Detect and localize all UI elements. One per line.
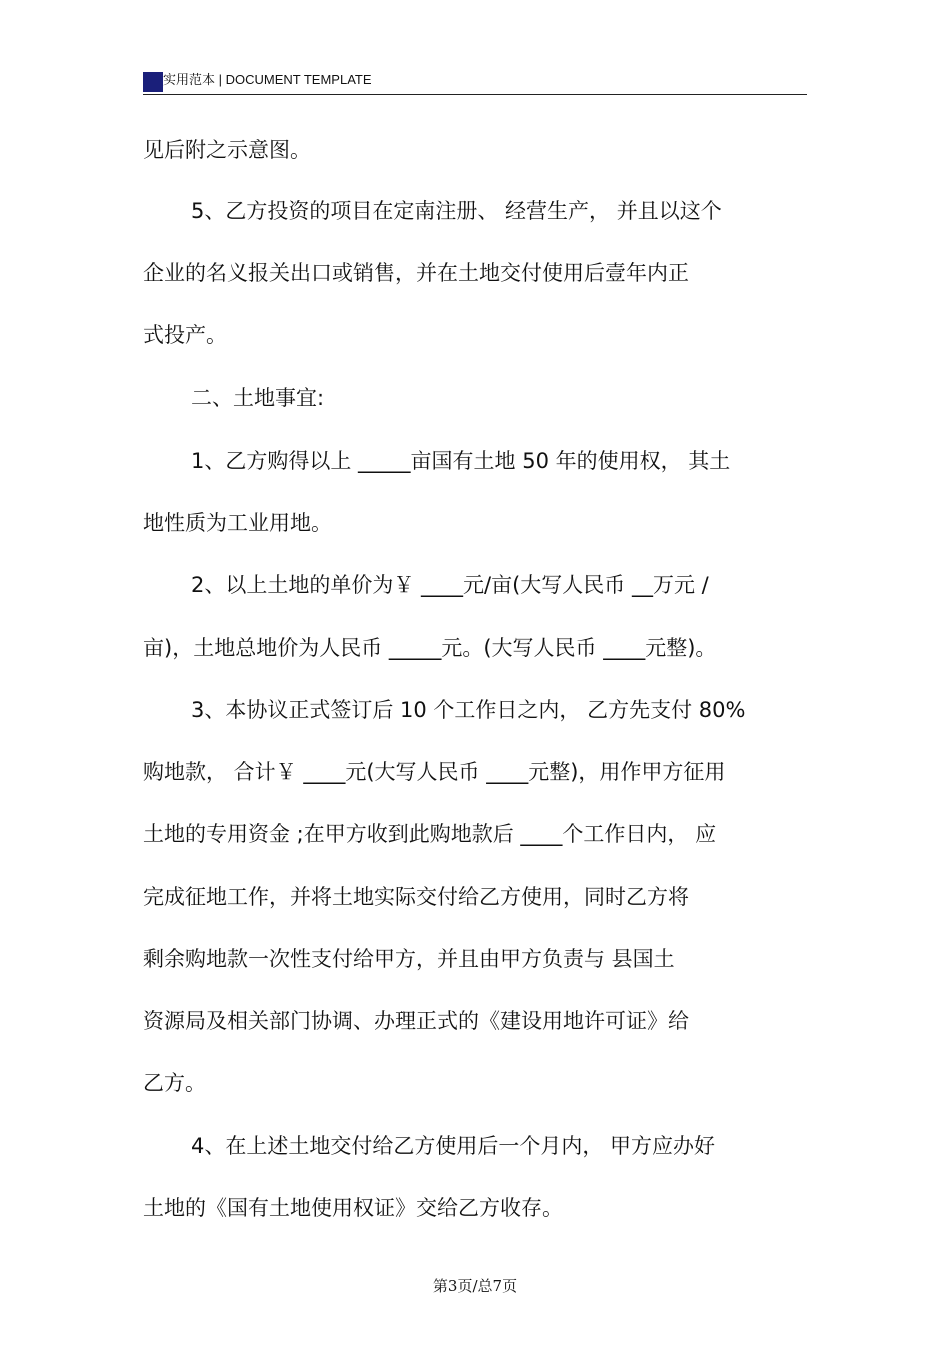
text-line: 1、乙方购得以上 _____亩国有土地 50 年的使用权， 其土 (191, 449, 731, 473)
page-number: 第3页/总7页 (432, 1277, 518, 1295)
text-line: 式投产。 (143, 323, 227, 347)
text-line: 乙方。 (143, 1071, 206, 1095)
text-line: 见后附之示意图。 (143, 138, 311, 162)
text-line: 3、本协议正式签订后 10 个工作日之内， 乙方先支付 80% (191, 698, 746, 722)
text-line: 企业的名义报关出口或销售，并在土地交付使用后壹年内正 (143, 261, 689, 285)
logo-square-icon (143, 72, 163, 92)
text-line: 4、在上述土地交付给乙方使用后一个月内， 甲方应办好 (191, 1134, 716, 1158)
section-heading: 二、土地事宜: (191, 386, 325, 410)
text-line: 地性质为工业用地。 (143, 511, 332, 535)
text-line: 2、以上土地的单价为￥ ____元/亩(大写人民币 __万元 / (191, 573, 709, 597)
text-line: 土地的《国有土地使用权证》交给乙方收存。 (143, 1196, 563, 1220)
text-line: 完成征地工作，并将土地实际交付给乙方使用，同时乙方将 (143, 885, 689, 909)
text-line: 5、乙方投资的项目在定南注册、 经营生产， 并且以这个 (191, 199, 722, 223)
text-line: 亩)，土地总地价为人民币 _____元。(大写人民币 ____元整)。 (143, 636, 717, 660)
document-header (143, 70, 807, 95)
header-title: 实用范本 | DOCUMENT TEMPLATE (163, 72, 372, 87)
text-line: 剩余购地款一次性支付给甲方，并且由甲方负责与 县国土 (143, 947, 675, 971)
text-line: 土地的专用资金 ;在甲方收到此购地款后 ____个工作日内， 应 (143, 822, 717, 846)
text-line: 购地款， 合计￥ ____元(大写人民币 ____元整)，用作甲方征用 (143, 760, 726, 784)
text-line: 资源局及相关部门协调、办理正式的《建设用地许可证》给 (143, 1009, 689, 1033)
